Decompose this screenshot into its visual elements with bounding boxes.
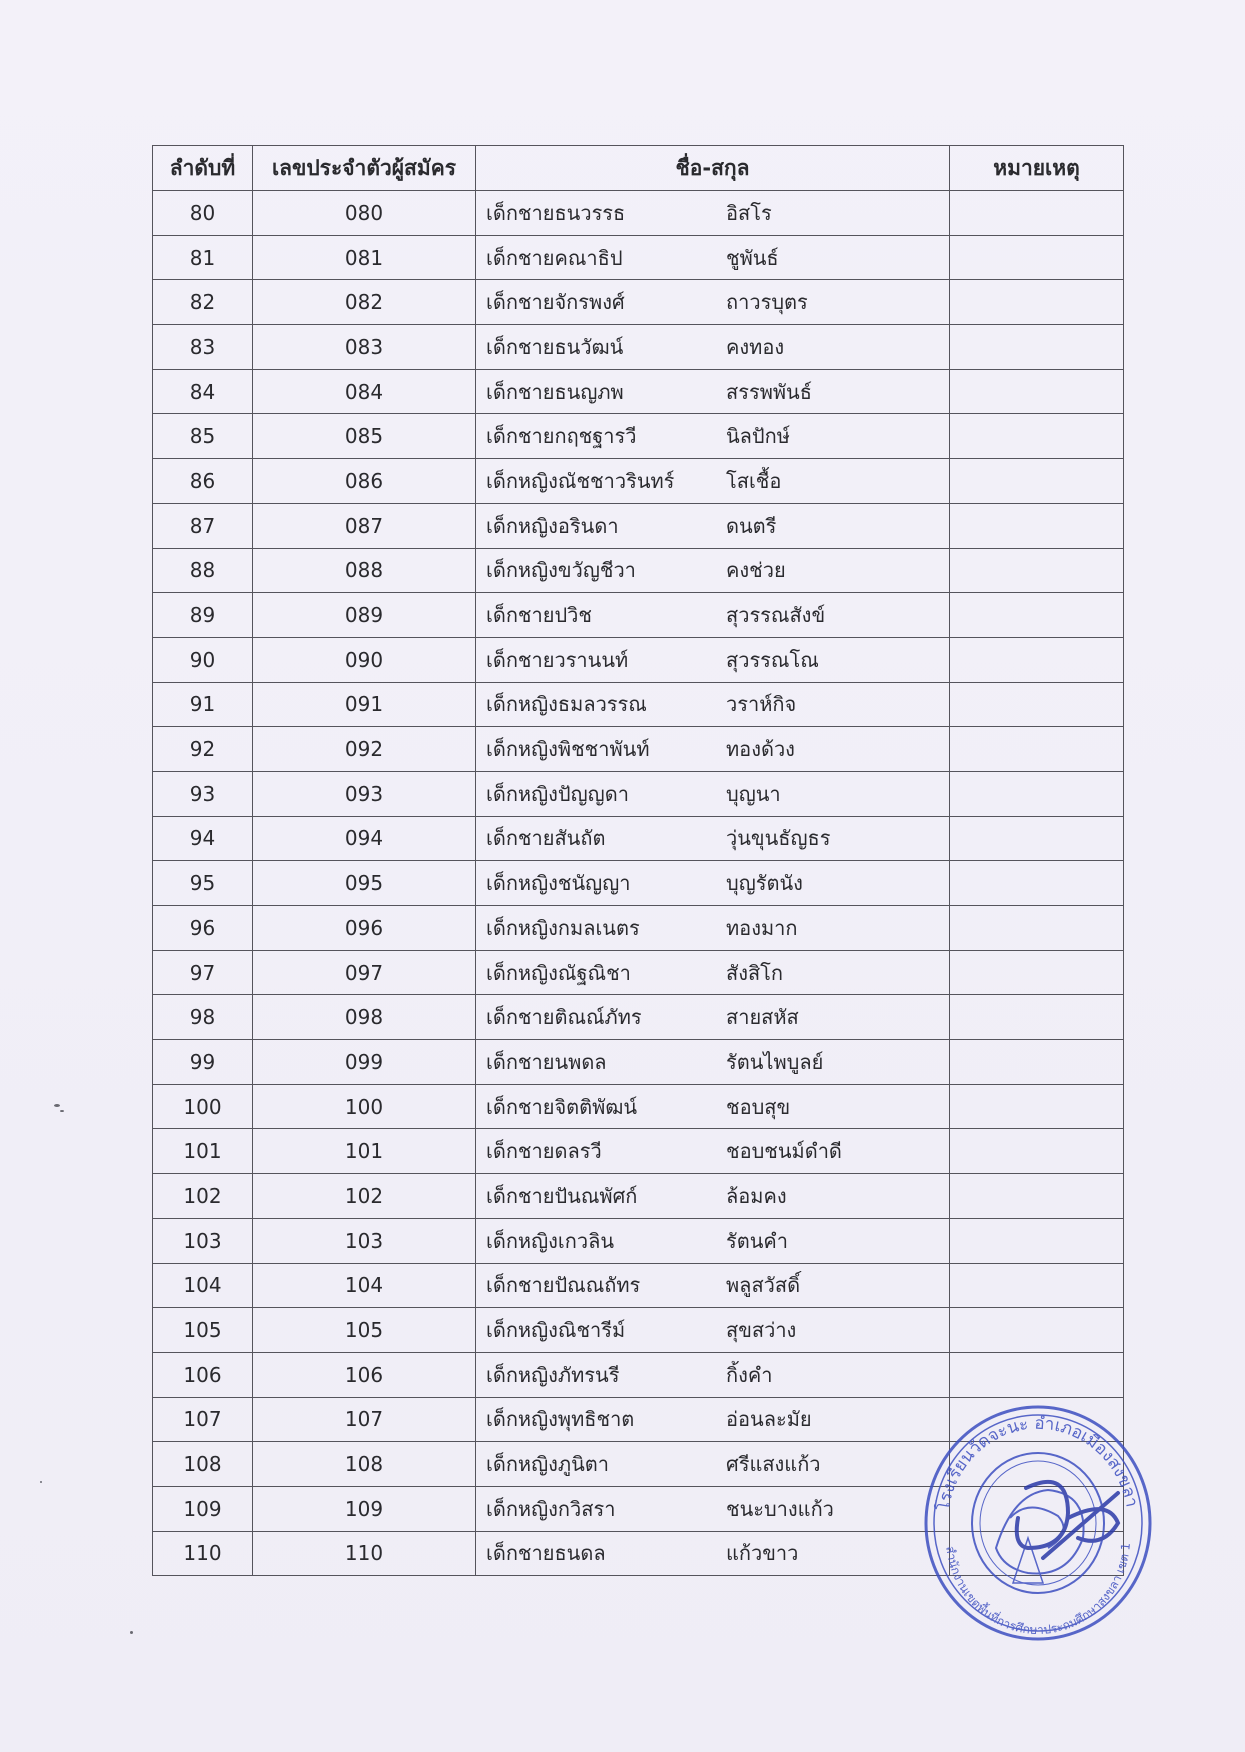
row-number: 93 (153, 771, 253, 816)
row-number: 83 (153, 325, 253, 370)
row-number: 81 (153, 235, 253, 280)
applicant-id: 105 (253, 1308, 476, 1353)
first-name: เด็กชายติณณ์ภัทร (486, 1005, 642, 1030)
table-row (153, 682, 1124, 727)
remark-cell (950, 235, 1124, 280)
applicant-id: 080 (253, 191, 476, 236)
table-row (153, 548, 1124, 593)
first-name: เด็กชายจักรพงศ์ (486, 290, 625, 315)
applicant-name (476, 1218, 950, 1263)
applicant-id: 100 (253, 1084, 476, 1129)
applicant-name (476, 1308, 950, 1353)
row-number: 88 (153, 548, 253, 593)
last-name: คงทอง (726, 334, 785, 359)
table-row (153, 1174, 1124, 1219)
remark-cell (950, 1040, 1124, 1085)
official-seal-stamp (918, 1398, 1158, 1648)
applicant-id: 088 (253, 548, 476, 593)
last-name: นิลปักษ์ (726, 424, 790, 449)
remark-cell (950, 1263, 1124, 1308)
row-number: 97 (153, 950, 253, 995)
applicant-id: 091 (253, 682, 476, 727)
last-name: ชนะบางแก้ว (726, 1496, 834, 1521)
last-name: ชอบชนม์ดำดี (726, 1139, 842, 1164)
first-name: เด็กหญิงธมลวรรณ (486, 692, 647, 717)
last-name: ชูพันธ์ (726, 245, 779, 270)
remark-cell (950, 548, 1124, 593)
first-name: เด็กหญิงอรินดา (486, 513, 619, 538)
applicant-name (476, 459, 950, 504)
remark-cell (950, 950, 1124, 995)
row-number: 107 (153, 1397, 253, 1442)
seal-bottom-text: สำนักงานเขตพื้นที่การศึกษาประถมศึกษาสงขลา เขต 1 (943, 1542, 1133, 1638)
applicant-name (476, 369, 950, 414)
row-number: 105 (153, 1308, 253, 1353)
first-name: เด็กหญิงชนัญญา (486, 871, 631, 896)
remark-cell (950, 414, 1124, 459)
last-name: รัตนคำ (726, 1228, 789, 1253)
table-row (153, 816, 1124, 861)
row-number: 104 (153, 1263, 253, 1308)
table-row (153, 1218, 1124, 1263)
row-number: 98 (153, 995, 253, 1040)
applicant-name (476, 771, 950, 816)
table-row (153, 235, 1124, 280)
applicant-name (476, 861, 950, 906)
applicant-id: 106 (253, 1352, 476, 1397)
applicant-id: 097 (253, 950, 476, 995)
first-name: เด็กชายปัณณถัทร (486, 1273, 641, 1298)
table-row (153, 771, 1124, 816)
table-row (153, 325, 1124, 370)
applicant-name (476, 280, 950, 325)
header-name: ชื่อ-สกุล (476, 146, 950, 191)
remark-cell (950, 369, 1124, 414)
applicant-name (476, 1263, 950, 1308)
last-name: ทองมาก (726, 915, 798, 940)
applicant-name (476, 593, 950, 638)
remark-cell (950, 593, 1124, 638)
first-name: เด็กชายสันถัต (486, 826, 606, 851)
table-row (153, 1040, 1124, 1085)
last-name: ล้อมคง (726, 1183, 787, 1208)
svg-text:สำนักงานเขตพื้นที่การศึกษาประถ (943, 1542, 1133, 1637)
remark-cell (950, 280, 1124, 325)
last-name: บุญรัตนัง (726, 871, 803, 896)
row-number: 89 (153, 593, 253, 638)
applicant-table (152, 145, 1124, 1576)
table-body (153, 191, 1124, 1576)
first-name: เด็กชายคณาธิป (486, 245, 623, 270)
first-name: เด็กชายปวิช (486, 603, 592, 628)
first-name: เด็กชายปันณพัศก์ (486, 1183, 638, 1208)
first-name: เด็กชายวรานนท์ (486, 647, 629, 672)
first-name: เด็กหญิงภัทรนรี (486, 1362, 620, 1387)
applicant-name (476, 1352, 950, 1397)
applicant-name (476, 235, 950, 280)
row-number: 100 (153, 1084, 253, 1129)
last-name: บุญนา (726, 781, 781, 806)
last-name: คงช่วย (726, 558, 786, 583)
remark-cell (950, 861, 1124, 906)
first-name: เด็กหญิงขวัญชีวา (486, 558, 636, 583)
last-name: สุวรรณโณ (726, 647, 819, 672)
row-number: 90 (153, 637, 253, 682)
applicant-id: 095 (253, 861, 476, 906)
first-name: เด็กหญิงภูนิตา (486, 1452, 609, 1477)
table-row (153, 950, 1124, 995)
table-row (153, 593, 1124, 638)
applicant-name (476, 950, 950, 995)
applicant-id: 096 (253, 906, 476, 951)
applicant-name (476, 1174, 950, 1219)
seal-top-text: โรงเรียนวัดจะนะ อำเภอเมืองสงขลา (933, 1413, 1142, 1513)
applicant-id: 087 (253, 503, 476, 548)
applicant-id: 084 (253, 369, 476, 414)
last-name: สุวรรณสังข์ (726, 603, 826, 628)
applicant-id: 093 (253, 771, 476, 816)
first-name: เด็กชายนพดล (486, 1049, 607, 1074)
remark-cell (950, 906, 1124, 951)
row-number: 92 (153, 727, 253, 772)
applicant-id: 104 (253, 1263, 476, 1308)
applicant-name (476, 816, 950, 861)
applicant-name (476, 548, 950, 593)
first-name: เด็กหญิงณิชารีม์ (486, 1318, 626, 1343)
remark-cell (950, 1218, 1124, 1263)
applicant-name (476, 906, 950, 951)
remark-cell (950, 771, 1124, 816)
last-name: สังสิโก (726, 960, 784, 985)
applicant-name (476, 1084, 950, 1129)
last-name: สายสหัส (726, 1005, 799, 1030)
row-number: 82 (153, 280, 253, 325)
last-name: อ่อนละมัย (726, 1407, 812, 1432)
last-name: โสเชื้อ (726, 468, 782, 493)
table-row (153, 1352, 1124, 1397)
first-name: เด็กหญิงกมลเนตร (486, 915, 640, 940)
row-number: 94 (153, 816, 253, 861)
remark-cell (950, 1174, 1124, 1219)
row-number: 91 (153, 682, 253, 727)
remark-cell (950, 995, 1124, 1040)
last-name: ชอบสุข (726, 1094, 791, 1119)
first-name: เด็กหญิงพุทธิชาต (486, 1407, 635, 1432)
applicant-id: 089 (253, 593, 476, 638)
applicant-id: 102 (253, 1174, 476, 1219)
row-number: 106 (153, 1352, 253, 1397)
applicant-id: 082 (253, 280, 476, 325)
applicant-id: 092 (253, 727, 476, 772)
applicant-id: 103 (253, 1218, 476, 1263)
applicant-id: 109 (253, 1486, 476, 1531)
remark-cell (950, 503, 1124, 548)
last-name: รัตนไพบูลย์ (726, 1049, 824, 1074)
applicant-name (476, 727, 950, 772)
applicant-id: 090 (253, 637, 476, 682)
header-applicant-id: เลขประจำตัวผู้สมัคร (253, 146, 476, 191)
last-name: วุ่นขุนธัญธร (726, 826, 831, 851)
applicant-name (476, 325, 950, 370)
row-number: 84 (153, 369, 253, 414)
header-no: ลำดับที่ (153, 146, 253, 191)
first-name: เด็กชายธนวรรธ (486, 200, 626, 225)
first-name: เด็กชายธนดล (486, 1541, 606, 1566)
first-name: เด็กหญิงปัญญดา (486, 781, 629, 806)
last-name: พลูสวัสดิ์ (726, 1273, 801, 1298)
last-name: สุขสว่าง (726, 1318, 797, 1343)
table-header-row (153, 146, 1124, 191)
table-row (153, 1308, 1124, 1353)
last-name: สรรพพันธ์ (726, 379, 812, 404)
applicant-name (476, 1129, 950, 1174)
last-name: วราห์กิจ (726, 692, 797, 717)
row-number: 108 (153, 1442, 253, 1487)
applicant-id: 081 (253, 235, 476, 280)
first-name: เด็กหญิงกวิสรา (486, 1496, 616, 1521)
remark-cell (950, 459, 1124, 504)
table-row (153, 727, 1124, 772)
first-name: เด็กชายดลรวี (486, 1139, 602, 1164)
last-name: อิสโร (726, 200, 772, 225)
remark-cell (950, 1129, 1124, 1174)
applicant-id: 094 (253, 816, 476, 861)
first-name: เด็กชายจิตติพัฒน์ (486, 1094, 638, 1119)
applicant-name (476, 1040, 950, 1085)
remark-cell (950, 727, 1124, 772)
applicant-name (476, 191, 950, 236)
applicant-name (476, 682, 950, 727)
last-name: ดนตรี (726, 513, 777, 538)
remark-cell (950, 1084, 1124, 1129)
remark-cell (950, 325, 1124, 370)
last-name: กิ้งคำ (726, 1362, 773, 1387)
table-row (153, 995, 1124, 1040)
table-row (153, 637, 1124, 682)
applicant-id: 083 (253, 325, 476, 370)
row-number: 102 (153, 1174, 253, 1219)
row-number: 103 (153, 1218, 253, 1263)
first-name: เด็กหญิงพิชชาพันท์ (486, 737, 650, 762)
row-number: 85 (153, 414, 253, 459)
scan-speck (60, 1110, 64, 1112)
row-number: 110 (153, 1531, 253, 1576)
applicant-id: 108 (253, 1442, 476, 1487)
applicant-name (476, 1397, 950, 1442)
applicant-name (476, 1531, 950, 1576)
table-row (153, 1129, 1124, 1174)
first-name: เด็กชายธนวัฒน์ (486, 334, 624, 359)
applicant-id: 110 (253, 1531, 476, 1576)
applicant-id: 085 (253, 414, 476, 459)
first-name: เด็กชายธนญภพ (486, 379, 624, 404)
applicant-id: 086 (253, 459, 476, 504)
applicant-name (476, 1442, 950, 1487)
table-row (153, 861, 1124, 906)
header-remark: หมายเหตุ (950, 146, 1124, 191)
applicant-id: 098 (253, 995, 476, 1040)
remark-cell (950, 816, 1124, 861)
row-number: 109 (153, 1486, 253, 1531)
applicant-id: 099 (253, 1040, 476, 1085)
applicant-name (476, 995, 950, 1040)
applicant-name (476, 414, 950, 459)
row-number: 95 (153, 861, 253, 906)
last-name: ทองด้วง (726, 737, 795, 762)
table-row (153, 191, 1124, 236)
applicant-id: 101 (253, 1129, 476, 1174)
scan-speck (40, 1481, 42, 1483)
remark-cell (950, 637, 1124, 682)
scan-speck (54, 1104, 60, 1107)
first-name: เด็กหญิงเกวลิน (486, 1228, 615, 1253)
first-name: เด็กชายกฤชฐารวี (486, 424, 637, 449)
table-row (153, 1263, 1124, 1308)
applicant-name (476, 503, 950, 548)
applicant-id: 107 (253, 1397, 476, 1442)
row-number: 99 (153, 1040, 253, 1085)
remark-cell (950, 1308, 1124, 1353)
remark-cell (950, 682, 1124, 727)
last-name: ถาวรบุตร (726, 290, 808, 315)
last-name: ศรีแสงแก้ว (726, 1452, 821, 1477)
first-name: เด็กหญิงณัฐณิชา (486, 960, 631, 985)
row-number: 80 (153, 191, 253, 236)
table-row (153, 906, 1124, 951)
table-row (153, 1084, 1124, 1129)
remark-cell (950, 1352, 1124, 1397)
table-row (153, 414, 1124, 459)
row-number: 87 (153, 503, 253, 548)
first-name: เด็กหญิงณัชชาวรินทร์ (486, 468, 675, 493)
row-number: 86 (153, 459, 253, 504)
remark-cell (950, 191, 1124, 236)
table-row (153, 369, 1124, 414)
table-row (153, 503, 1124, 548)
table-row (153, 280, 1124, 325)
row-number: 101 (153, 1129, 253, 1174)
table-row (153, 459, 1124, 504)
row-number: 96 (153, 906, 253, 951)
applicant-name (476, 637, 950, 682)
last-name: แก้วขาว (726, 1541, 799, 1566)
scan-speck (130, 1631, 133, 1634)
applicant-name (476, 1486, 950, 1531)
